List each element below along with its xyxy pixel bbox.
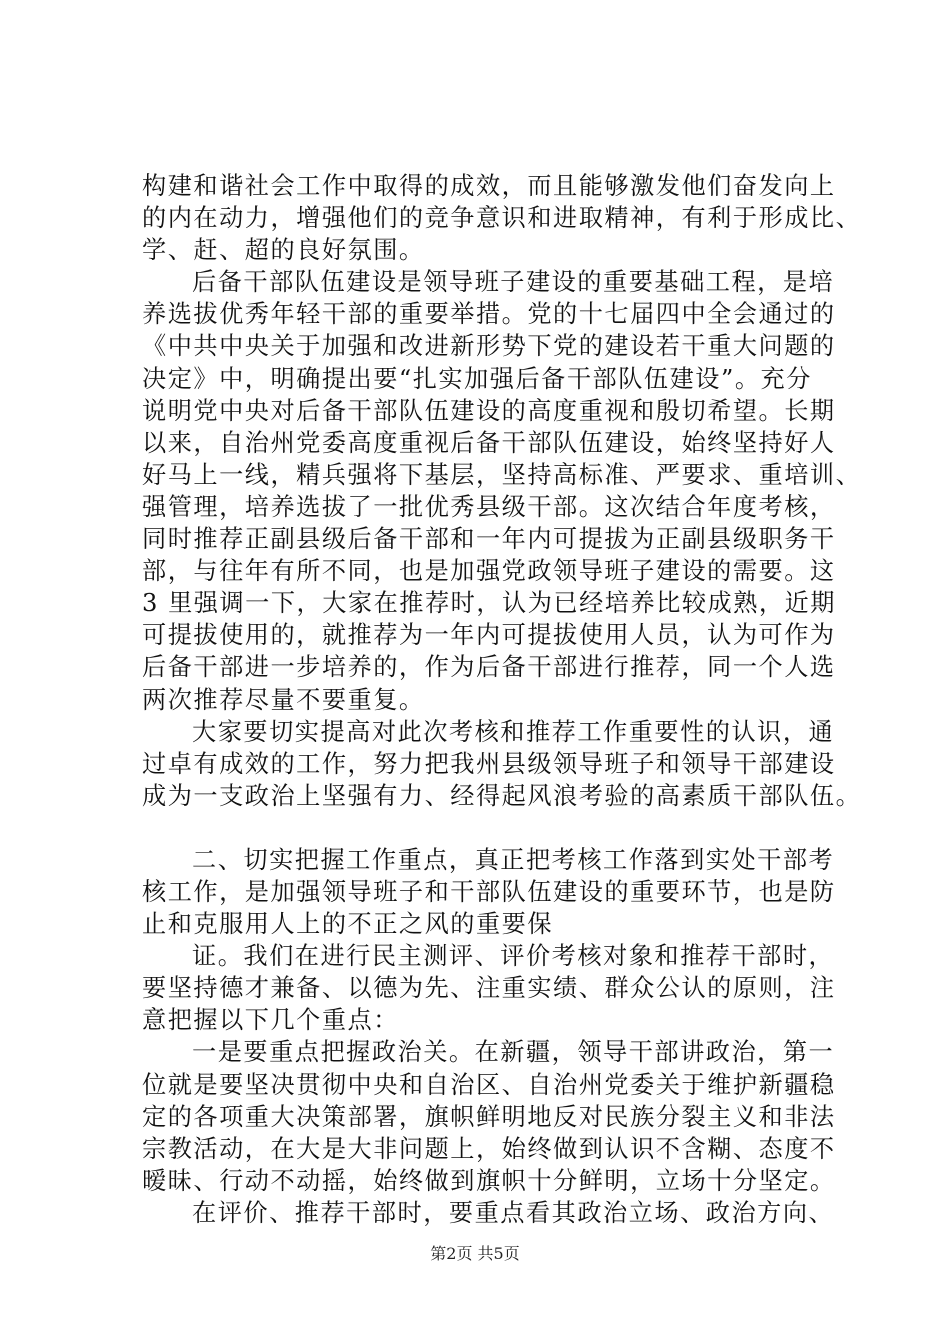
text-line: 说明党中央对后备干部队伍建设的高度重视和殷切希望。长期 bbox=[142, 396, 836, 425]
text-line: 3 里强调一下，大家在推荐时，认为已经培养比较成熟，近期 bbox=[142, 589, 836, 618]
text-line: 部，与往年有所不同，也是加强党政领导班子建设的需要。这 bbox=[142, 557, 836, 586]
document-body bbox=[142, 170, 862, 1229]
paragraph-7 bbox=[142, 1197, 835, 1229]
paragraph-5 bbox=[142, 940, 836, 1036]
text-line: 核工作，是加强领导班子和干部队伍建设的重要环节，也是防 bbox=[142, 877, 836, 906]
text-line: 在评价、推荐干部时，要重点看其政治立场、政治方向、 bbox=[192, 1198, 835, 1227]
paragraph-1 bbox=[142, 170, 862, 266]
text-line: 好马上一线，精兵强将下基层，坚持高标准、严要求、重培训、 bbox=[142, 460, 862, 489]
text-line: 止和克服用人上的不正之风的重要保 bbox=[142, 910, 554, 939]
paragraph-3 bbox=[142, 716, 862, 812]
text-line: 同时推荐正副县级后备干部和一年内可提拔为正副县级职务干 bbox=[142, 525, 836, 554]
text-line: 强管理，培养选拔了一批优秀县级干部。这次结合年度考核， bbox=[142, 492, 836, 521]
text-line: 以来，自治州党委高度重视后备干部队伍建设，始终坚持好人 bbox=[142, 428, 836, 457]
text-line: 两次推荐尽量不要重复。 bbox=[142, 685, 425, 714]
text-line: 成为一支政治上坚强有力、经得起风浪考验的高素质干部队伍。 bbox=[142, 781, 862, 810]
text-line: 位就是要坚决贯彻中央和自治区、自治州党委关于维护新疆稳 bbox=[142, 1070, 836, 1099]
text-line: 大家要切实提高对此次考核和推荐工作重要性的认识，通 bbox=[192, 717, 835, 746]
text-line: 《中共中央关于加强和改进新形势下党的建设若干重大问题的 bbox=[142, 332, 836, 361]
text-line: 一是要重点把握政治关。在新疆，领导干部讲政治，第一 bbox=[192, 1038, 835, 1067]
text-line: 养选拔优秀年轻干部的重要举措。党的十七届四中全会通过的 bbox=[142, 300, 836, 329]
text-line: 后备干部队伍建设是领导班子建设的重要基础工程，是培 bbox=[192, 268, 835, 297]
text-line: 的内在动力，增强他们的竞争意识和进取精神，有利于形成比、 bbox=[142, 204, 862, 233]
paragraph-6 bbox=[142, 1036, 836, 1196]
text-line: 意把握以下几个重点： bbox=[142, 1006, 399, 1035]
paragraph-2 bbox=[142, 266, 862, 715]
paragraph-4 bbox=[142, 844, 836, 940]
text-line: 二、切实把握工作重点，真正把考核工作落到实处干部考 bbox=[192, 845, 835, 874]
text-line: 要坚持德才兼备、以德为先、注重实绩、群众公认的原则，注 bbox=[142, 974, 836, 1003]
text-line: 学、赶、超的良好氛围。 bbox=[142, 236, 425, 265]
text-line: 定的各项重大决策部署，旗帜鲜明地反对民族分裂主义和非法 bbox=[142, 1102, 836, 1131]
text-line: 证。我们在进行民主测评、评价考核对象和推荐干部时， bbox=[192, 942, 835, 971]
page-number: 第2页 共5页 bbox=[430, 1244, 520, 1263]
text-line: 后备干部进一步培养的，作为后备干部进行推荐，同一个人选 bbox=[142, 653, 836, 682]
text-line: 可提拔使用的，就推荐为一年内可提拔使用人员，认为可作为 bbox=[142, 621, 836, 650]
paragraph-spacer bbox=[142, 812, 832, 844]
text-line: 构建和谐社会工作中取得的成效，而且能够激发他们奋发向上 bbox=[142, 172, 836, 200]
text-line: 过卓有成效的工作，努力把我州县级领导班子和领导干部建设 bbox=[142, 749, 836, 778]
text-line: 决定》中，明确提出要“扎实加强后备干部队伍建设”。充分 bbox=[142, 364, 812, 393]
text-line: 宗教活动，在大是大非问题上，始终做到认识不含糊、态度不 bbox=[142, 1134, 836, 1163]
text-line: 暧昧、行动不动摇，始终做到旗帜十分鲜明，立场十分坚定。 bbox=[142, 1166, 836, 1195]
